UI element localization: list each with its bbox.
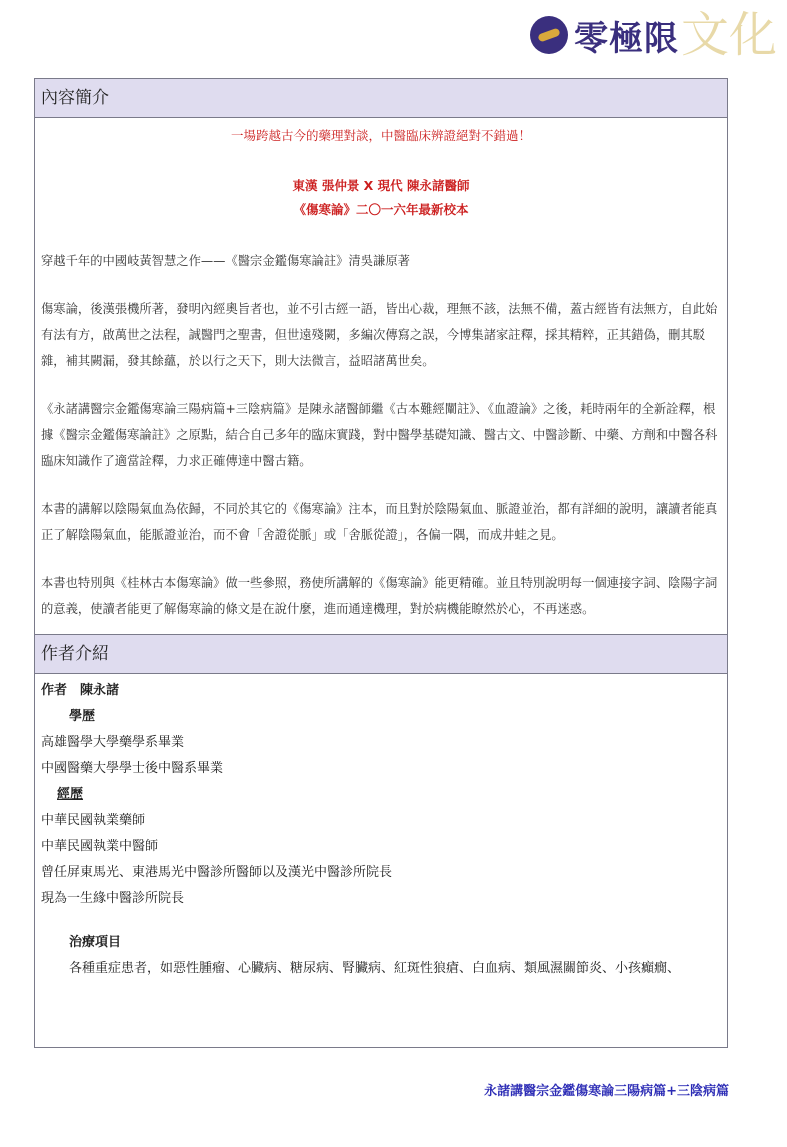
footer-book-title: 永諸講醫宗金鑑傷寒論三陽病篇+三陰病篇 [484,1084,729,1099]
education-label: 學歷 [69,709,96,724]
experience-item: 曾任屏東馬光、東港馬光中醫診所醫師以及漢光中醫診所院長 [41,865,393,880]
edition-line: 《傷寒論》二〇一六年最新校本 [293,202,469,217]
logo-mark-icon [530,16,568,54]
content-frame [34,78,728,1048]
experience-item: 中華民國執業中醫師 [41,839,159,854]
intro-paragraph: 《永諸講醫宗金鑑傷寒論三陽病篇+三陰病篇》是陳永諸醫師繼《古本難經闡註》、《血證論》之後，耗時兩年的全新詮釋，根據《醫宗金鑑傷寒論註》之原點，結合自己多年的臨床實踐，對中醫學基礎知識、醫古文、中醫診斷、中藥、方劑和中醫各科臨床知識作了適當詮釋，力求正確傳達中醫古籍。 [41,402,718,468]
logo-decoration: 文化 [681,7,778,63]
author-section [35,674,727,986]
treatment-label: 治療項目 [69,935,122,950]
tagline: 一場跨越古今的藥理對談，中醫臨床辨證絕對不錯過！ [230,128,531,143]
treatment-text: 各種重症患者，如惡性腫瘤、心臟病、糖尿病、腎臟病、紅斑性狼瘡、白血病、類風濕關節炎、小孩癲癇、 [69,961,681,976]
experience-item: 現為一生緣中醫診所院長 [41,891,185,906]
author-heading: 作者介紹 [35,634,727,674]
authors-line: 東漢 張仲景 X 現代 陳永諸醫師 [292,178,470,193]
experience-item: 中華民國執業藥師 [41,813,146,828]
intro-paragraph: 傷寒論，後漢張機所著，發明內經奧旨者也，並不引古經一語，皆出心裁，理無不該，法無不備，蓋古經皆有法無方，自此始有法有方，啟萬世之法程，誠醫門之聖書，但世遠殘闕，多編次傳寫之誤，今博集諸家註釋，採其精粹，正其錯偽，刪其駁雜，補其闕漏，發其餘蘊，於以行之天下，則大法微言，益昭諸萬世矣。 [41,302,718,368]
education-item: 中國醫藥大學學士後中醫系畢業 [41,761,224,776]
publisher-logo [530,6,780,64]
education-item: 高雄醫學大學藥學系畢業 [41,735,185,750]
intro-paragraph: 本書的講解以陰陽氣血為依歸，不同於其它的《傷寒論》注本，而且對於陰陽氣血、脈證並治，都有詳細的說明，讓讀者能真正了解陰陽氣血，能脈證並治，而不會「舍證從脈」或「舍脈從證」，各偏一隅，而成井蛙之見。 [41,502,718,542]
intro-section [35,118,727,634]
logo-text: 零極限 [574,18,679,59]
experience-label: 經歷 [57,787,84,802]
intro-paragraph: 穿越千年的中國岐黃智慧之作——《醫宗金鑑傷寒論註》清吳謙原著 [41,254,410,268]
intro-heading: 內容簡介 [35,79,727,118]
author-name: 作者 陳永諸 [41,683,120,698]
intro-paragraph: 本書也特別與《桂林古本傷寒論》做一些參照，務使所講解的《傷寒論》能更精確。並且特別說明每一個連接字詞、陰陽字詞的意義，使讀者能更了解傷寒論的條文是在說什麼，進而通達機理，對於病機能瞭然於心，不再迷惑。 [41,576,718,616]
